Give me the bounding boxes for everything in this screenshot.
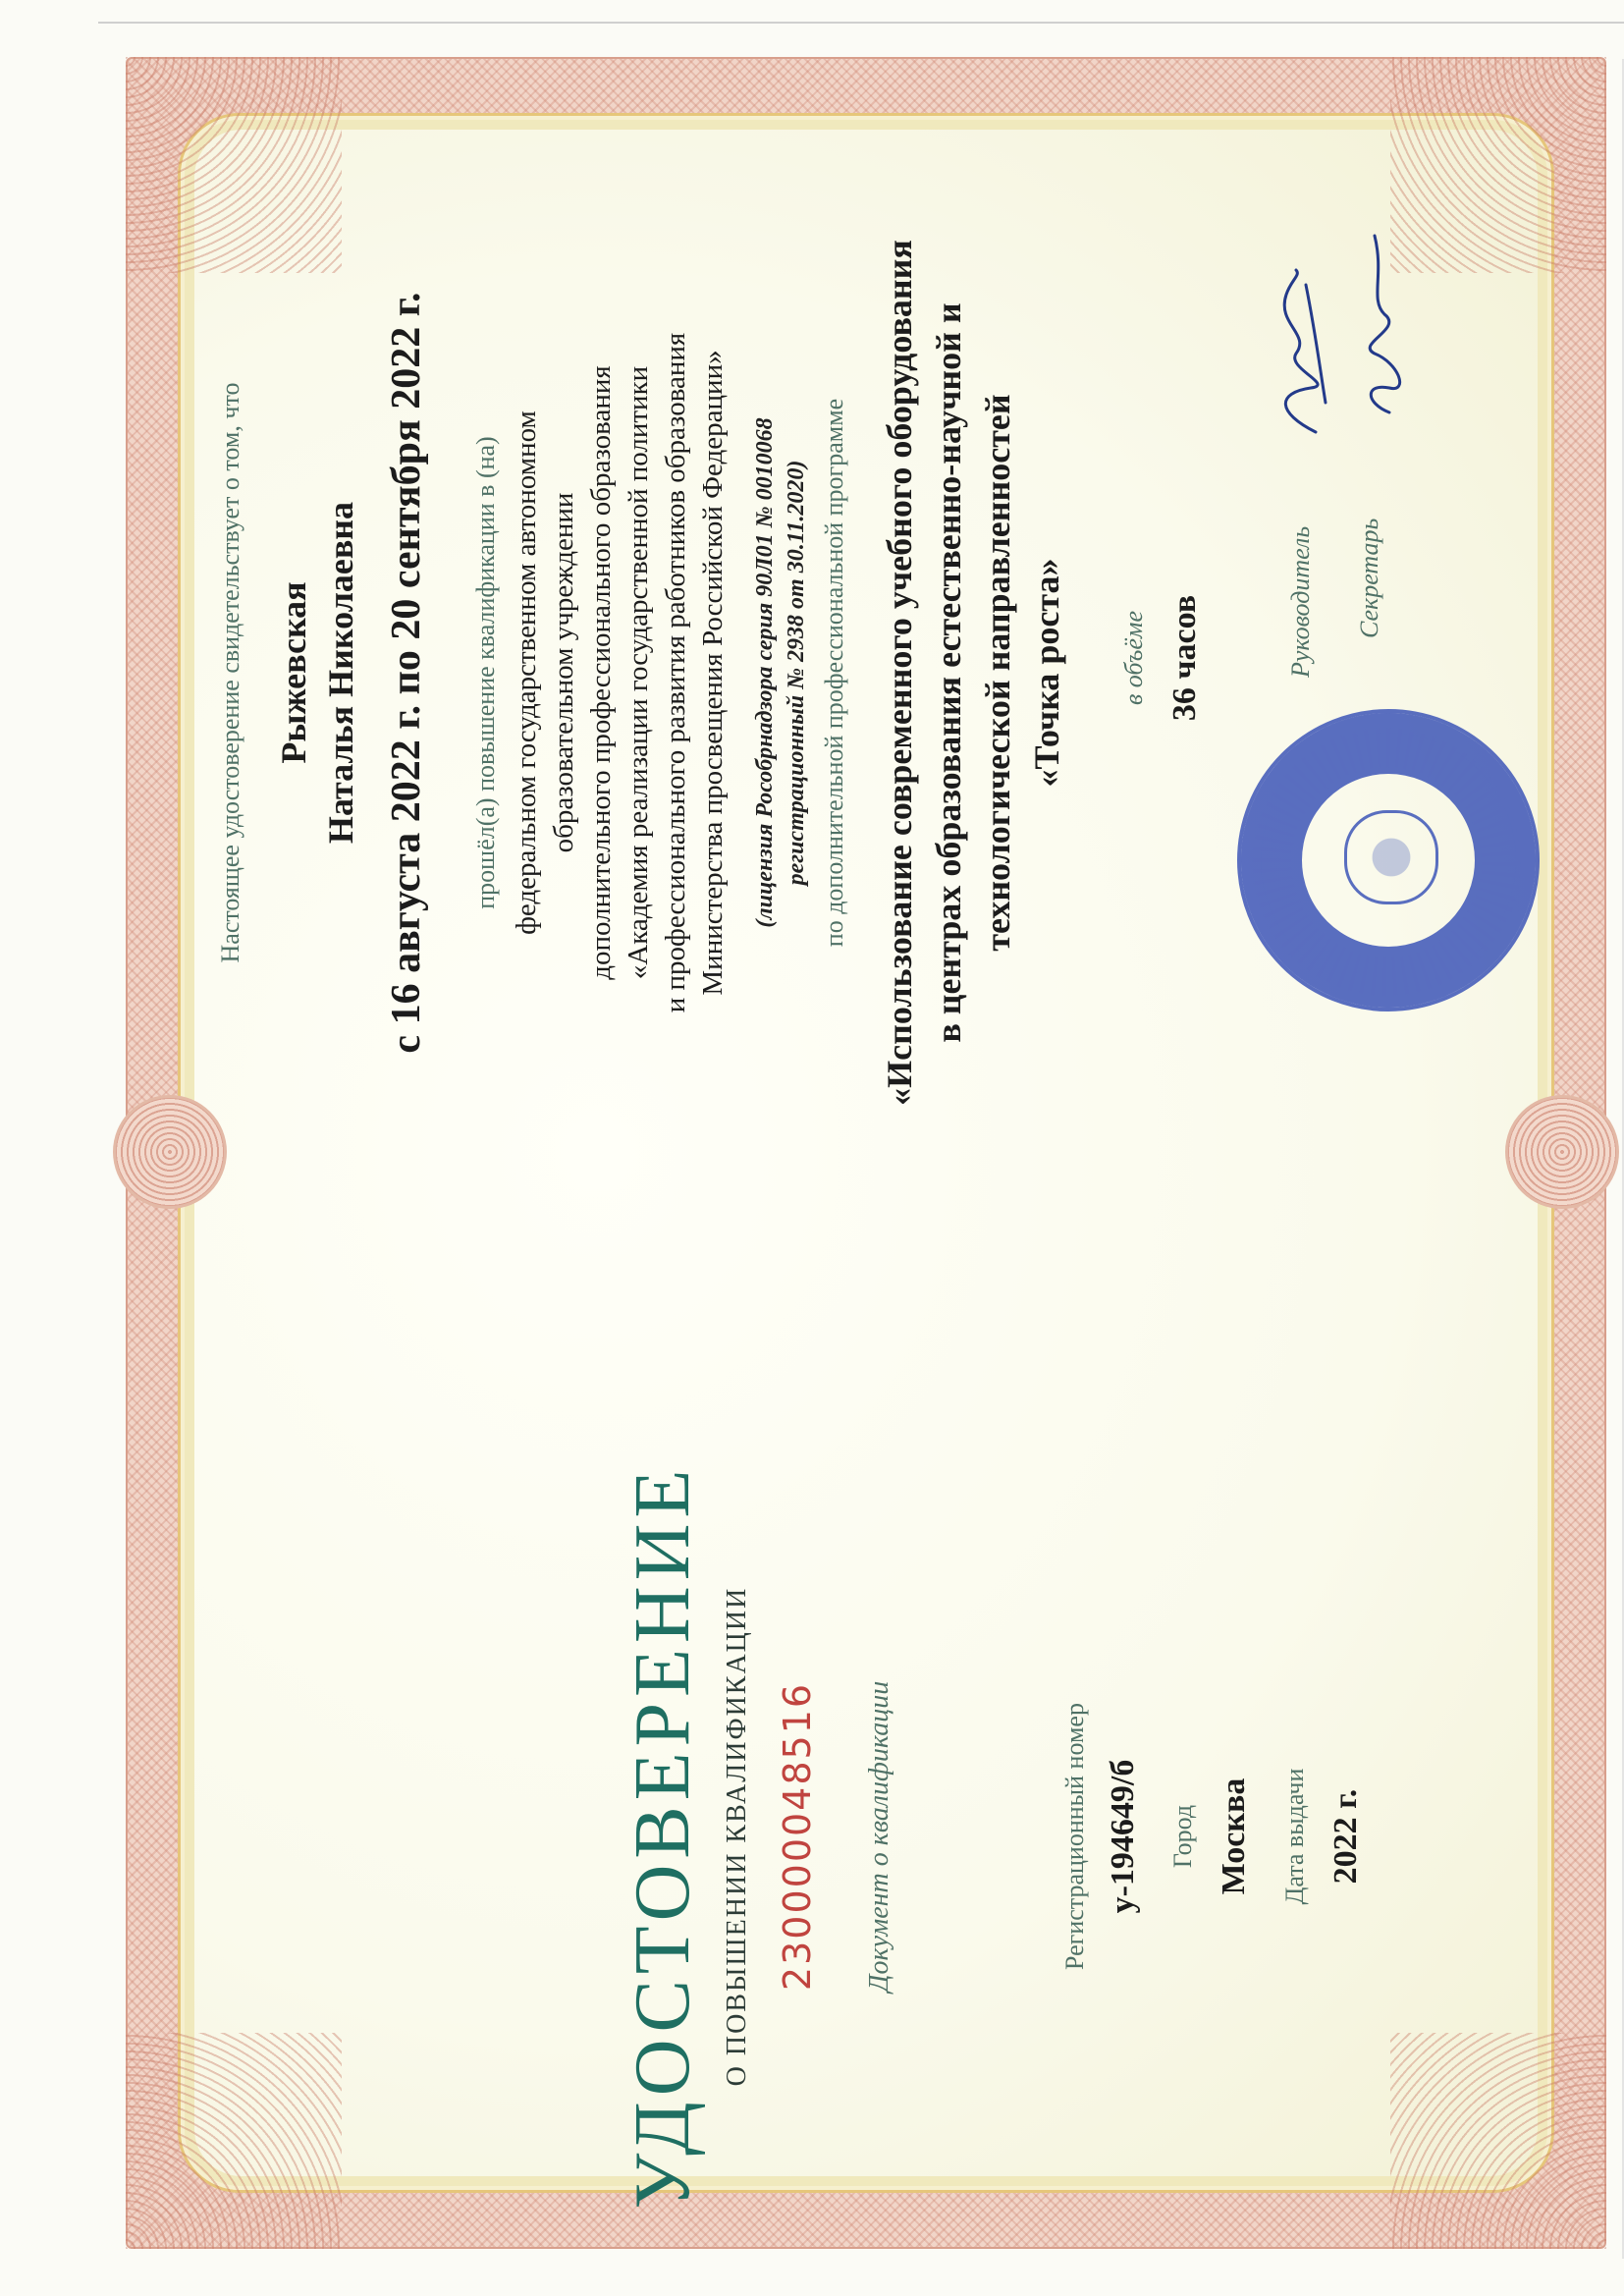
program-line: «Использование современного учебного оборудования xyxy=(880,240,919,1106)
organization-line: федеральном государственном автономном xyxy=(511,410,542,935)
director-signature xyxy=(1267,265,1345,442)
document-type: Документ о квалификации xyxy=(864,1680,894,1993)
organization-line: образовательном учреждении xyxy=(548,492,579,853)
program-line: «Точка роста» xyxy=(1027,558,1066,788)
director-label: Руководитель xyxy=(1286,525,1315,678)
secretary-label: Секретарь xyxy=(1355,518,1383,638)
holder-given-names: Наталья Николаевна xyxy=(321,501,360,845)
program-line: технологической направленностей xyxy=(978,394,1017,952)
certificate-subtitle: О ПОВЫШЕНИИ КВАЛИФИКАЦИИ xyxy=(722,1586,752,2087)
volume-label: в объёме xyxy=(1119,610,1148,706)
issue-date-label: Дата выдачи xyxy=(1280,1768,1309,1905)
by-program-text: по дополнительной профессиональной программе xyxy=(820,398,848,948)
city-label: Город xyxy=(1168,1804,1197,1869)
serial-number: 230000048516 xyxy=(776,1681,819,1992)
registration-number: у-194649/б xyxy=(1105,1759,1141,1914)
issue-date-value: 2022 г. xyxy=(1327,1788,1364,1885)
secretary-signature xyxy=(1345,226,1424,422)
license-line: (лицензия Рособрнадзора серия 90Л01 № 0010068 xyxy=(752,417,778,928)
certificate-left-half xyxy=(177,1326,1571,2210)
training-period: с 16 августа 2022 г. по 20 сентября 2022 г. xyxy=(384,292,429,1054)
organization-line: «Академия реализации государственной политики xyxy=(623,365,654,980)
certificate-title: УДОСТОВЕРЕНИЕ xyxy=(620,1463,706,2210)
organization-line: дополнительного профессионального образования xyxy=(585,365,617,980)
organization-line: Министерства просвещения Российской Федерации» xyxy=(697,350,729,996)
certificate-right-half xyxy=(177,137,1571,1208)
program-line: в центрах образования естественно-научной и xyxy=(929,302,968,1043)
volume-value: 36 часов xyxy=(1166,594,1203,722)
passed-text: прошёл(а) повышение квалификации в (на) xyxy=(471,436,500,909)
official-seal-icon xyxy=(1237,709,1540,1011)
organization-line: и профессионального развития работников образования xyxy=(660,332,691,1013)
intro-text: Настоящее удостоверение свидетельствует о том, что xyxy=(216,382,244,963)
holder-surname: Рыжевская xyxy=(274,581,313,764)
scan-edge-top xyxy=(98,22,1624,24)
registration-label: Регистрационный номер xyxy=(1060,1703,1089,1970)
city-value: Москва xyxy=(1216,1777,1252,1895)
certificate-content xyxy=(177,137,1571,2210)
coat-of-arms-icon xyxy=(1344,810,1438,904)
license-line: регистрационный № 2938 от 30.11.2020) xyxy=(784,460,809,886)
